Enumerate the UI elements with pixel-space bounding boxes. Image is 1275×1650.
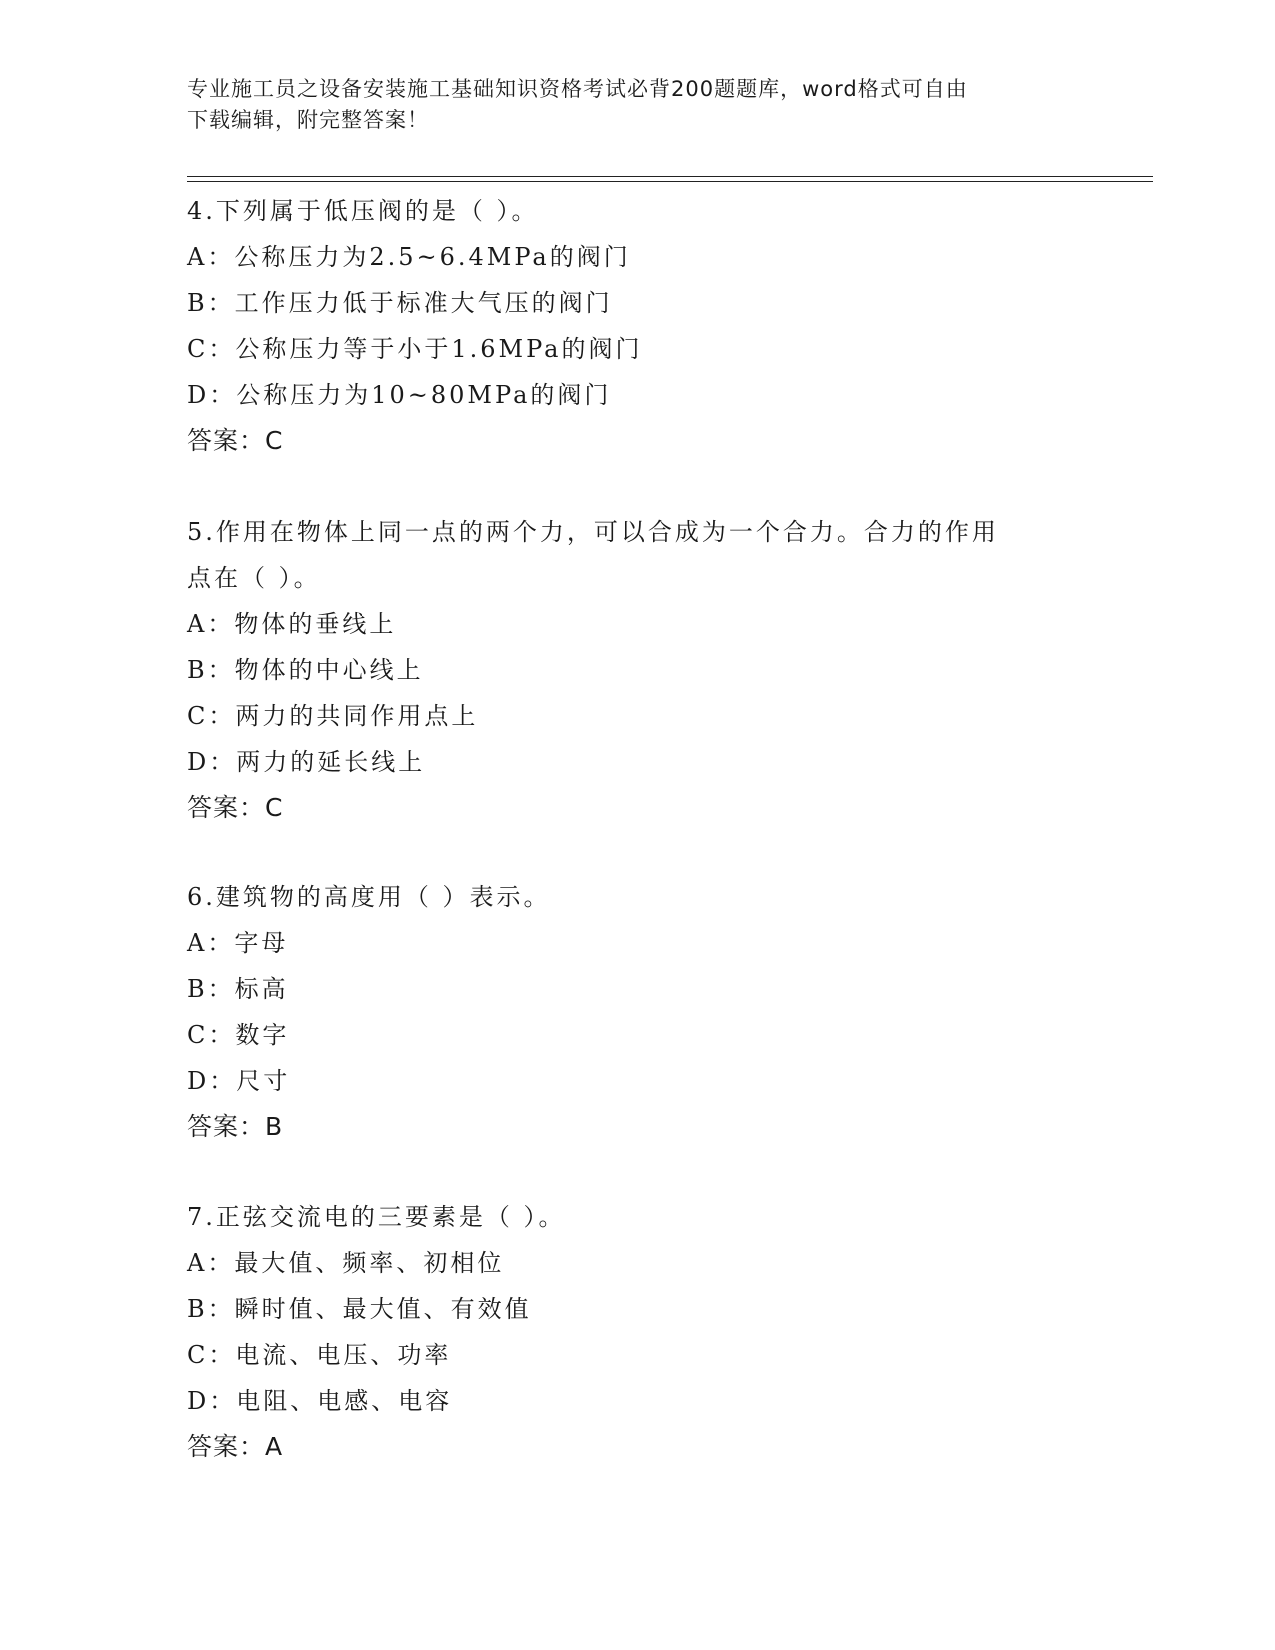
option-c: C：数字	[187, 1021, 290, 1049]
question-stem: 7.正弦交流电的三要素是（ ）。	[187, 1203, 566, 1231]
option-b: B：工作压力低于标准大气压的阀门	[187, 289, 613, 317]
option-a: A：最大值、频率、初相位	[187, 1249, 505, 1277]
header-divider-bottom	[187, 181, 1153, 182]
option-a: A：物体的垂线上	[187, 610, 397, 638]
answer: 答案：B	[187, 1112, 284, 1141]
option-d: D：两力的延长线上	[187, 748, 426, 776]
option-c: C：两力的共同作用点上	[187, 702, 479, 730]
question-5	[187, 509, 1087, 831]
header-line-2: 下载编辑，附完整答案！	[187, 108, 429, 132]
answer: 答案：C	[187, 793, 284, 822]
question-stem: 4.下列属于低压阀的是（ ）。	[187, 197, 539, 225]
question-7	[187, 1194, 1087, 1470]
question-4	[187, 188, 1087, 464]
option-d: D：电阻、电感、电容	[187, 1387, 453, 1415]
answer: 答案：C	[187, 426, 284, 455]
question-stem-continued: 点在（ ）。	[187, 564, 321, 592]
question-6	[187, 874, 1087, 1150]
header-line-1: 专业施工员之设备安装施工基础知识资格考试必背200题题库，word格式可自由	[187, 77, 968, 101]
option-a: A：公称压力为2.5~6.4MPa的阀门	[187, 243, 631, 271]
question-stem: 6.建筑物的高度用（ ）表示。	[187, 883, 551, 911]
option-d: D：公称压力为10~80MPa的阀门	[187, 381, 612, 409]
answer: 答案：A	[187, 1432, 284, 1461]
option-b: B：标高	[187, 975, 289, 1003]
document-header	[187, 74, 1067, 136]
option-b: B：瞬时值、最大值、有效值	[187, 1295, 532, 1323]
option-b: B：物体的中心线上	[187, 656, 424, 684]
option-d: D：尺寸	[187, 1067, 291, 1095]
option-c: C：电流、电压、功率	[187, 1341, 452, 1369]
option-c: C：公称压力等于小于1.6MPa的阀门	[187, 335, 643, 363]
question-stem: 5.作用在物体上同一点的两个力，可以合成为一个合力。合力的作用	[187, 518, 999, 546]
header-divider-top	[187, 176, 1153, 177]
option-a: A：字母	[187, 929, 289, 957]
